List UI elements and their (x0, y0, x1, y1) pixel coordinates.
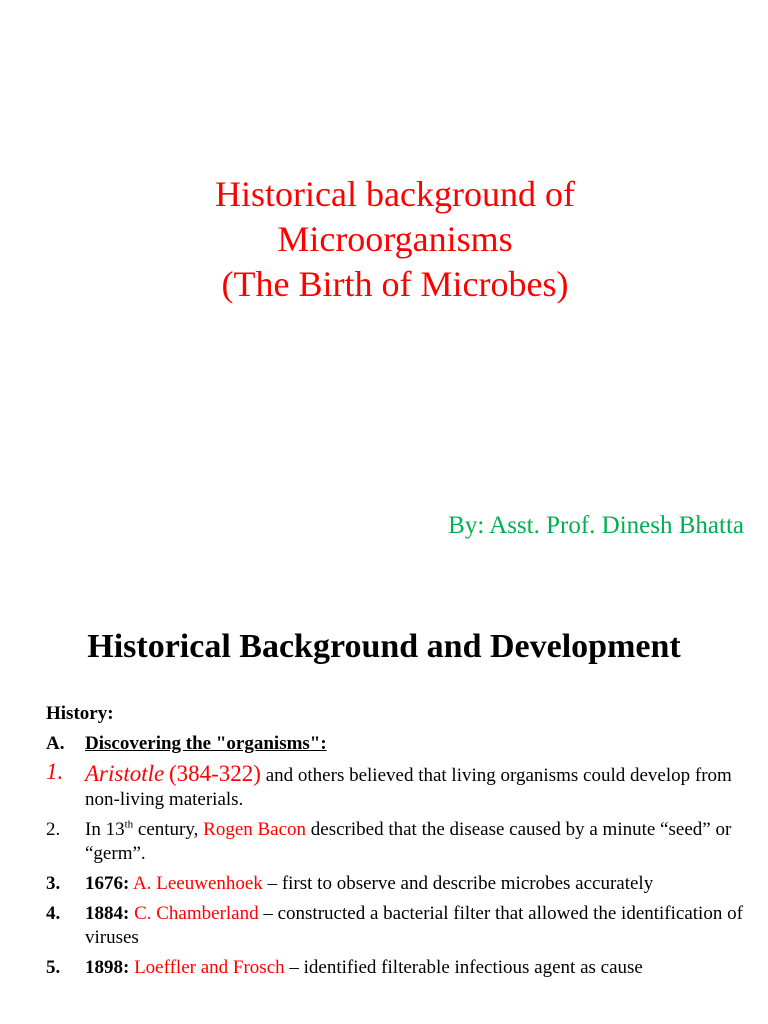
history-label: History: (46, 703, 114, 724)
item-name: A. Leeuwenhoek (133, 873, 263, 894)
list-item (46, 872, 746, 896)
item-name: C. Chamberland (134, 903, 259, 924)
item-superscript: th (124, 818, 134, 831)
presentation-title (0, 172, 768, 307)
item-number: 1. (46, 759, 64, 784)
item-number: 3. (46, 873, 61, 894)
item-text: – identified filterable infectious agent as cause (284, 957, 643, 978)
slide-history (0, 606, 768, 1024)
item-years: (384-322) (168, 761, 261, 786)
title-line-1: Historical background of (215, 174, 575, 214)
item-number: 5. (46, 957, 61, 978)
item-text: – first to observe and describe microbes accurately (262, 873, 654, 894)
item-year: 1676: (85, 873, 130, 894)
slide-content (46, 702, 746, 986)
list-item (46, 759, 746, 812)
item-text: – constructed a bacterial filter that allowed the identification of viruses (85, 903, 743, 948)
item-year: 1898: (85, 957, 130, 978)
section-marker: A. (46, 733, 65, 754)
item-prefix-2: century, (133, 819, 204, 840)
section-a (46, 732, 746, 756)
title-line-2: Microorganisms (277, 219, 513, 259)
item-year: 1884: (85, 903, 130, 924)
author-byline: By: Asst. Prof. Dinesh Bhatta (448, 512, 744, 539)
item-text: described that the disease caused by a minute “seed” or “germ”. (85, 819, 732, 864)
item-name: Rogen Bacon (203, 819, 307, 840)
item-text: and others believed that living organisms could develop from non-living materials. (85, 765, 732, 810)
list-item (46, 818, 746, 866)
item-prefix: In 13 (85, 819, 125, 840)
item-name: Loeffler and Frosch (134, 957, 285, 978)
list-item (46, 902, 746, 950)
item-number: 2. (46, 819, 61, 840)
title-line-3: (The Birth of Microbes) (221, 264, 569, 304)
item-name: Aristotle (85, 761, 165, 786)
section-heading: Discovering the "organisms": (85, 733, 327, 754)
item-number: 4. (46, 903, 61, 924)
list-item (46, 956, 746, 980)
slide-heading: Historical Background and Development (87, 628, 681, 665)
